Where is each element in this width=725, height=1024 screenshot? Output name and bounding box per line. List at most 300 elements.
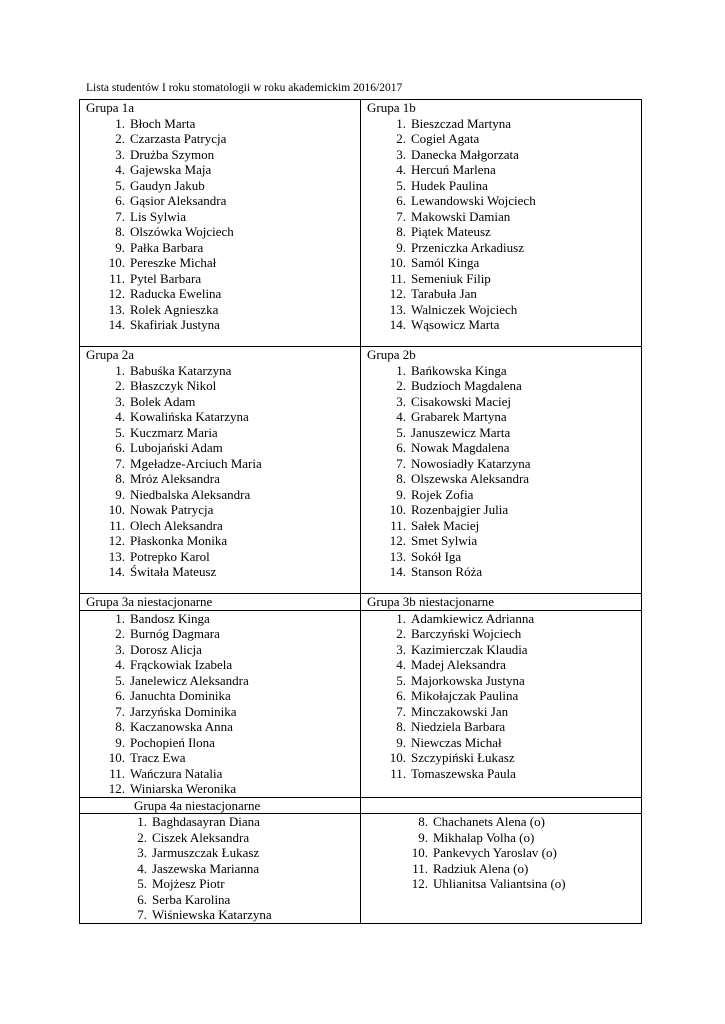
student-name: Bieszczad Martyna — [411, 115, 511, 131]
student-name: Mikhalap Volha (o) — [433, 829, 535, 845]
student-number: 7. — [115, 703, 125, 719]
student-name: Błaszczyk Nikol — [130, 378, 217, 393]
group-1b-cell — [361, 100, 642, 347]
student-number: 10. — [411, 845, 428, 860]
student-name: Serba Karolina — [152, 891, 231, 907]
student-number: 10. — [389, 750, 406, 765]
student-name: Baghdasayran Diana — [152, 814, 260, 829]
student-list-item — [86, 781, 354, 797]
student-list-item — [367, 657, 635, 673]
student-name: Niedziela Barbara — [411, 719, 506, 734]
student-list-item — [86, 394, 354, 410]
student-name: Lis Sylwia — [130, 208, 186, 224]
student-list-item — [86, 224, 354, 240]
student-name: Sokół Iga — [411, 548, 462, 564]
student-number: 7. — [396, 455, 406, 471]
student-list-item — [86, 611, 354, 627]
student-number: 3. — [396, 146, 406, 162]
student-number: 7. — [115, 208, 125, 224]
student-number: 1. — [115, 115, 125, 131]
student-number: 8. — [418, 814, 428, 829]
student-name: Burnóg Dagmara — [130, 626, 220, 641]
student-number: 6. — [115, 440, 125, 455]
student-name: Grabarek Martyna — [411, 409, 507, 424]
student-name: Mojżesz Piotr — [152, 876, 225, 891]
student-list-item — [86, 162, 354, 178]
student-number: 7. — [137, 907, 147, 922]
student-number: 11. — [390, 270, 406, 286]
student-name: Wańczura Natalia — [130, 765, 223, 781]
student-name: Majorkowska Justyna — [411, 672, 525, 688]
student-name: Rolek Agnieszka — [130, 301, 219, 317]
student-name: Januchta Dominika — [130, 688, 231, 703]
student-number: 1. — [396, 610, 406, 626]
student-list-item — [86, 657, 354, 673]
student-list-item — [86, 255, 354, 271]
student-name: Kazimierczak Klaudia — [411, 641, 528, 657]
student-number: 2. — [115, 626, 125, 641]
student-name: Kowalińska Katarzyna — [130, 409, 249, 424]
student-number: 4. — [396, 162, 406, 177]
student-number: 5. — [396, 672, 406, 688]
student-name: Raducka Ewelina — [130, 286, 222, 301]
student-name: Pytel Barbara — [130, 270, 202, 286]
student-number: 10. — [108, 750, 125, 765]
student-number: 13. — [389, 548, 406, 564]
student-list-item — [367, 533, 635, 549]
student-list-item — [367, 271, 635, 287]
student-list-item — [86, 688, 354, 704]
group-3b-cell — [361, 610, 642, 797]
group-3a-cell — [80, 610, 361, 797]
student-list-item — [86, 456, 354, 472]
group-2b-list — [367, 363, 635, 580]
student-name: Hercuń Marlena — [411, 162, 496, 177]
student-name: Pereszke Michał — [130, 255, 217, 270]
group-2a-cell — [80, 347, 361, 594]
student-list-item — [367, 611, 635, 627]
student-number: 9. — [418, 829, 428, 845]
group-3a-heading-cell — [80, 594, 361, 611]
student-name: Tomaszewska Paula — [411, 765, 516, 781]
student-number: 6. — [396, 193, 406, 208]
student-list-item — [86, 626, 354, 642]
student-list-item — [86, 704, 354, 720]
student-list-item — [367, 425, 635, 441]
student-name: Janelewicz Aleksandra — [130, 672, 249, 688]
student-name: Potrepko Karol — [130, 548, 210, 564]
student-number: 13. — [108, 548, 125, 564]
student-name: Mikołajczak Paulina — [411, 688, 519, 703]
student-list-item — [86, 719, 354, 735]
student-name: Pankevych Yaroslav (o) — [433, 845, 557, 860]
group-4a-right-cell — [361, 814, 642, 924]
student-name: Dorosz Alicja — [130, 641, 202, 657]
group-4a-list-left — [86, 814, 354, 923]
student-list-item — [367, 255, 635, 271]
student-number: 7. — [396, 703, 406, 719]
student-name: Skafiriak Justyna — [130, 317, 220, 332]
student-list-item — [86, 240, 354, 256]
group-3b-heading-cell — [361, 594, 642, 611]
student-number: 9. — [115, 486, 125, 502]
student-number: 14. — [108, 317, 125, 332]
student-list-item — [86, 907, 354, 923]
student-list-item — [86, 116, 354, 132]
student-list-item — [367, 487, 635, 503]
student-number: 14. — [108, 564, 125, 579]
student-number: 9. — [396, 239, 406, 255]
student-list-item — [86, 425, 354, 441]
student-list-item — [367, 642, 635, 658]
student-name: Gąsior Aleksandra — [130, 193, 227, 208]
student-number: 5. — [115, 672, 125, 688]
student-name: Gajewska Maja — [130, 162, 212, 177]
student-number: 2. — [137, 829, 147, 845]
student-name: Bańkowska Kinga — [411, 362, 507, 378]
student-list-item — [367, 876, 635, 892]
student-number: 6. — [396, 440, 406, 455]
student-list-item — [86, 735, 354, 751]
student-number: 5. — [396, 177, 406, 193]
student-number: 5. — [137, 876, 147, 891]
student-name: Olech Aleksandra — [130, 517, 223, 533]
student-name: Nowosiadły Katarzyna — [411, 455, 531, 471]
student-number: 13. — [108, 301, 125, 317]
student-number: 1. — [396, 362, 406, 378]
student-list-item — [86, 673, 354, 689]
student-name: Babuśka Katarzyna — [130, 362, 232, 378]
student-list-item — [367, 845, 635, 861]
groups-table — [79, 99, 642, 924]
student-list-item — [86, 830, 354, 846]
student-name: Januszewicz Marta — [411, 424, 511, 440]
student-list-item — [367, 131, 635, 147]
group-1a-list — [86, 116, 354, 333]
group-3a-list — [86, 611, 354, 797]
student-name: Lubojański Adam — [130, 440, 223, 455]
student-name: Makowski Damian — [411, 208, 511, 224]
student-list-item — [367, 240, 635, 256]
student-name: Barczyński Wojciech — [411, 626, 522, 641]
student-number: 9. — [396, 734, 406, 750]
student-list-item — [367, 814, 635, 830]
student-list-item — [367, 147, 635, 163]
student-name: Cisakowski Maciej — [411, 393, 512, 409]
student-number: 2. — [115, 378, 125, 393]
student-list-item — [367, 409, 635, 425]
student-number: 4. — [396, 657, 406, 672]
student-number: 12. — [108, 781, 125, 796]
student-number: 1. — [115, 610, 125, 626]
student-list-item — [367, 224, 635, 240]
student-name: Wąsowicz Marta — [411, 317, 500, 332]
student-number: 11. — [109, 270, 125, 286]
student-list-item — [86, 440, 354, 456]
student-list-item — [367, 286, 635, 302]
student-list-item — [86, 271, 354, 287]
student-number: 8. — [115, 471, 125, 486]
group-1b-heading: Grupa 1b — [367, 100, 416, 115]
student-list-item — [86, 363, 354, 379]
group-1a-heading: Grupa 1a — [86, 100, 135, 115]
student-number: 9. — [396, 486, 406, 502]
student-list-item — [367, 440, 635, 456]
student-name: Ciszek Aleksandra — [152, 829, 250, 845]
student-number: 9. — [115, 239, 125, 255]
student-number: 5. — [115, 424, 125, 440]
student-name: Frąckowiak Izabela — [130, 657, 233, 672]
group-2b-heading: Grupa 2b — [367, 347, 416, 362]
group-1a-cell — [80, 100, 361, 347]
student-name: Jarmuszczak Łukasz — [152, 845, 260, 860]
student-number: 8. — [396, 224, 406, 239]
student-list-item — [86, 378, 354, 394]
student-number: 3. — [115, 146, 125, 162]
student-number: 14. — [389, 317, 406, 332]
group-2b-cell — [361, 347, 642, 594]
student-number: 8. — [396, 471, 406, 486]
student-name: Sałek Maciej — [411, 517, 480, 533]
student-name: Hudek Paulina — [411, 177, 488, 193]
student-list-item — [367, 193, 635, 209]
student-number: 12. — [389, 286, 406, 301]
student-name: Bandosz Kinga — [130, 610, 210, 626]
student-list-item — [367, 502, 635, 518]
student-name: Płaskonka Monika — [130, 533, 228, 548]
student-list-item — [86, 750, 354, 766]
student-number: 2. — [115, 131, 125, 146]
student-list-item — [86, 193, 354, 209]
student-name: Wiśniewska Katarzyna — [152, 907, 272, 922]
student-name: Chachanets Alena (o) — [433, 814, 545, 829]
student-name: Nowak Magdalena — [411, 440, 510, 455]
student-number: 7. — [115, 455, 125, 471]
student-name: Radziuk Alena (o) — [433, 860, 529, 876]
student-number: 2. — [396, 131, 406, 146]
student-name: Drużba Szymon — [130, 146, 215, 162]
student-list-item — [367, 162, 635, 178]
student-number: 3. — [115, 393, 125, 409]
student-list-item — [367, 549, 635, 565]
student-list-item — [86, 471, 354, 487]
student-list-item — [367, 830, 635, 846]
student-list-item — [86, 766, 354, 782]
group-1b-list — [367, 116, 635, 333]
student-number: 10. — [108, 502, 125, 517]
student-list-item — [86, 892, 354, 908]
student-name: Uhlianitsa Valiantsina (o) — [433, 876, 566, 891]
student-list-item — [86, 518, 354, 534]
student-number: 4. — [115, 409, 125, 424]
student-list-item — [86, 814, 354, 830]
student-list-item — [86, 147, 354, 163]
document-title: Lista studentów I roku stomatologii w roku akademickim 2016/2017 — [86, 82, 403, 94]
group-2a-heading: Grupa 2a — [86, 347, 135, 362]
student-list-item — [86, 845, 354, 861]
student-number: 13. — [389, 301, 406, 317]
student-list-item — [86, 209, 354, 225]
student-list-item — [86, 876, 354, 892]
student-list-item — [367, 750, 635, 766]
group-3b-list — [367, 611, 635, 782]
student-name: Bolek Adam — [130, 393, 196, 409]
student-number: 14. — [389, 564, 406, 579]
student-number: 11. — [109, 765, 125, 781]
student-number: 1. — [137, 814, 147, 829]
student-number: 2. — [396, 378, 406, 393]
student-number: 12. — [108, 533, 125, 548]
student-number: 8. — [396, 719, 406, 734]
student-list-item — [86, 533, 354, 549]
student-list-item — [86, 286, 354, 302]
student-number: 5. — [115, 177, 125, 193]
student-list-item — [367, 766, 635, 782]
student-number: 3. — [115, 641, 125, 657]
student-number: 1. — [115, 362, 125, 378]
student-number: 12. — [108, 286, 125, 301]
student-number: 11. — [390, 517, 406, 533]
student-name: Rojek Zofia — [411, 486, 474, 502]
student-name: Adamkiewicz Adrianna — [411, 610, 535, 626]
student-name: Świtała Mateusz — [130, 564, 217, 579]
student-number: 8. — [115, 224, 125, 239]
student-name: Nowak Patrycja — [130, 502, 214, 517]
group-4a-heading: Grupa 4a niestacjonarne — [134, 797, 261, 813]
student-list-item — [86, 178, 354, 194]
student-name: Jaszewska Marianna — [152, 860, 260, 876]
student-name: Olszewska Aleksandra — [411, 471, 530, 486]
student-list-item — [86, 564, 354, 580]
student-number: 5. — [396, 424, 406, 440]
student-list-item — [367, 317, 635, 333]
student-list-item — [86, 487, 354, 503]
student-name: Budzioch Magdalena — [411, 378, 522, 393]
student-name: Czarzasta Patrycja — [130, 131, 227, 146]
student-name: Lewandowski Wojciech — [411, 193, 536, 208]
student-list-item — [86, 409, 354, 425]
student-list-item — [367, 471, 635, 487]
student-list-item — [86, 642, 354, 658]
student-name: Danecka Małgorzata — [411, 146, 519, 162]
student-number: 6. — [396, 688, 406, 703]
student-name: Kaczanowska Anna — [130, 719, 233, 734]
group-2a-list — [86, 363, 354, 580]
student-name: Rozenbajgier Julia — [411, 502, 509, 517]
student-number: 9. — [115, 734, 125, 750]
student-name: Pochopień Ilona — [130, 734, 215, 750]
group-4a-list-right — [367, 814, 635, 892]
student-number: 2. — [396, 626, 406, 641]
student-name: Mgeładze-Arciuch Maria — [130, 455, 262, 471]
student-name: Madej Aleksandra — [411, 657, 506, 672]
student-list-item — [367, 861, 635, 877]
student-list-item — [367, 704, 635, 720]
student-number: 12. — [411, 876, 428, 891]
student-number: 11. — [412, 860, 428, 876]
student-number: 4. — [396, 409, 406, 424]
student-list-item — [367, 626, 635, 642]
student-name: Smet Sylwia — [411, 533, 478, 548]
student-name: Jarzyńska Dominika — [130, 703, 237, 719]
student-name: Gaudyn Jakub — [130, 177, 205, 193]
student-list-item — [367, 394, 635, 410]
student-name: Piątek Mateusz — [411, 224, 491, 239]
student-name: Olszówka Wojciech — [130, 224, 234, 239]
student-number: 6. — [115, 688, 125, 703]
student-name: Tracz Ewa — [130, 750, 186, 765]
student-name: Semeniuk Filip — [411, 270, 491, 286]
student-list-item — [367, 719, 635, 735]
student-list-item — [367, 673, 635, 689]
student-number: 4. — [115, 162, 125, 177]
group-4a-heading-cell — [80, 797, 361, 814]
student-number: 10. — [389, 255, 406, 270]
student-list-item — [367, 456, 635, 472]
student-name: Szczypiński Łukasz — [411, 750, 515, 765]
student-name: Mróz Aleksandra — [130, 471, 220, 486]
student-list-item — [86, 502, 354, 518]
student-name: Błoch Marta — [130, 115, 196, 131]
student-name: Minczakowski Jan — [411, 703, 509, 719]
student-name: Cogiel Agata — [411, 131, 480, 146]
student-number: 4. — [115, 657, 125, 672]
student-list-item — [367, 116, 635, 132]
student-name: Tarabuła Jan — [411, 286, 477, 301]
student-name: Pałka Barbara — [130, 239, 204, 255]
group-3b-heading: Grupa 3b niestacjonarne — [367, 594, 495, 609]
group-4a-left-cell — [80, 814, 361, 924]
student-number: 3. — [396, 641, 406, 657]
student-number: 12. — [389, 533, 406, 548]
student-list-item — [86, 317, 354, 333]
group-4a-heading-empty-cell — [361, 797, 642, 814]
student-number: 10. — [389, 502, 406, 517]
student-list-item — [367, 518, 635, 534]
student-number: 3. — [396, 393, 406, 409]
group-3a-heading: Grupa 3a niestacjonarne — [86, 594, 213, 609]
student-list-item — [86, 861, 354, 877]
student-list-item — [367, 688, 635, 704]
student-number: 1. — [396, 115, 406, 131]
student-list-item — [367, 564, 635, 580]
student-name: Walniczek Wojciech — [411, 301, 518, 317]
student-name: Kuczmarz Maria — [130, 424, 218, 440]
student-list-item — [86, 302, 354, 318]
student-number: 10. — [108, 255, 125, 270]
student-list-item — [367, 302, 635, 318]
student-number: 11. — [109, 517, 125, 533]
student-name: Winiarska Weronika — [130, 781, 237, 796]
student-number: 6. — [137, 891, 147, 907]
student-number: 3. — [137, 845, 147, 860]
student-name: Niewczas Michał — [411, 734, 502, 750]
student-name: Stanson Róża — [411, 564, 483, 579]
student-number: 11. — [390, 765, 406, 781]
student-name: Przeniczka Arkadiusz — [411, 239, 524, 255]
student-list-item — [367, 178, 635, 194]
student-number: 8. — [115, 719, 125, 734]
student-list-item — [367, 378, 635, 394]
student-name: Niedbalska Aleksandra — [130, 486, 251, 502]
student-name: Samól Kinga — [411, 255, 480, 270]
student-number: 4. — [137, 860, 147, 876]
student-list-item — [367, 735, 635, 751]
student-number: 6. — [115, 193, 125, 208]
student-list-item — [86, 549, 354, 565]
student-list-item — [367, 363, 635, 379]
student-list-item — [86, 131, 354, 147]
